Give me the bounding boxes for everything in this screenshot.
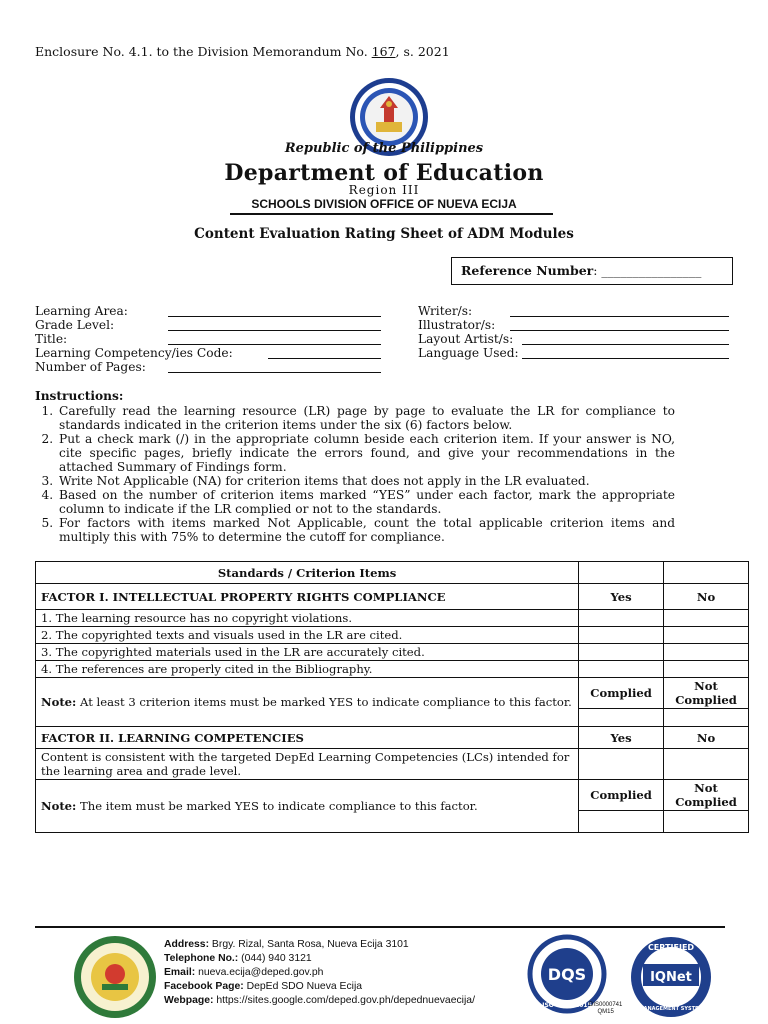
factor2-item: Content is consistent with the targeted DepEd Learning Competencies (LCs) intended for the learning area and grade level.	[36, 749, 579, 780]
iqnet-text: IQNet	[650, 970, 692, 985]
learning-area-label: Learning Area:	[35, 304, 128, 318]
layout-artists-label: Layout Artist/s:	[418, 332, 514, 346]
memo-number: 167	[371, 44, 396, 59]
factor1-title: FACTOR I. INTELLECTUAL PROPERTY RIGHTS COMPLIANCE	[36, 584, 579, 610]
competency-code-label: Learning Competency/ies Code:	[35, 346, 233, 360]
dqs-text: DQS	[547, 965, 587, 984]
certified-text: CERTIFIED	[647, 943, 695, 952]
cert-code	[589, 1002, 622, 1016]
writers-label: Writer/s:	[418, 304, 473, 318]
factor1-no-header: No	[664, 584, 749, 610]
webpage-label: Webpage:	[164, 995, 214, 1006]
yes-cell[interactable]	[579, 749, 664, 780]
factor2-not-complied-header: Not Complied	[664, 780, 749, 811]
telephone-value: (044) 940 3121	[238, 953, 312, 964]
not-complied-cell[interactable]	[664, 811, 749, 833]
email-label: Email:	[164, 967, 196, 978]
factor2-no-header: No	[664, 727, 749, 749]
factor2-yes-header: Yes	[579, 727, 664, 749]
no-cell[interactable]	[664, 610, 749, 627]
telephone-label: Telephone No.:	[164, 953, 239, 964]
table-header: Standards / Criterion Items	[36, 562, 579, 584]
title-label: Title:	[35, 332, 68, 346]
header-divider	[230, 213, 553, 215]
yes-cell[interactable]	[579, 661, 664, 678]
competency-code-field[interactable]	[268, 347, 381, 359]
yes-cell[interactable]	[579, 610, 664, 627]
email-value[interactable]: nueva.ecija@deped.gov.ph	[195, 967, 324, 978]
enclosure-prefix: Enclosure No. 4.1. to the Division Memorandum No.	[35, 44, 372, 59]
note-text: The item must be marked YES to indicate compliance to this factor.	[76, 799, 478, 813]
note-label: Note:	[41, 799, 77, 813]
no-cell[interactable]	[664, 661, 749, 678]
table-row	[36, 661, 749, 678]
instructions-heading: Instructions:	[35, 389, 124, 403]
instruction-item: 1. Carefully read the learning resource (LR) page by page to evaluate the LR for compliance to standards indicated in the criterion items under the six (6) factors below.	[57, 404, 675, 432]
complied-cell[interactable]	[579, 811, 664, 833]
yes-cell[interactable]	[579, 644, 664, 661]
enclosure-suffix: , s. 2021	[395, 44, 450, 59]
language-used-label: Language Used:	[418, 346, 519, 360]
factor2-title: FACTOR II. LEARNING COMPETENCIES	[36, 727, 579, 749]
address-value: Brgy. Rizal, Santa Rosa, Nueva Ecija 3101	[209, 939, 409, 950]
document-title: Content Evaluation Rating Sheet of ADM Modules	[194, 226, 574, 242]
factor1-item: 4. The references are properly cited in the Bibliography.	[36, 661, 579, 678]
management-system-text: MANAGEMENT SYSTEM	[638, 1006, 704, 1012]
factor1-item: 3. The copyrighted materials used in the LR are accurately cited.	[36, 644, 579, 661]
grade-level-field[interactable]	[168, 319, 381, 331]
factor1-yes-header: Yes	[579, 584, 664, 610]
instruction-item: 4. Based on the number of criterion items marked “YES” under each factor, mark the appropriate column to indicate if the LR complied or not to the standards.	[57, 488, 675, 516]
division-heading: SCHOOLS DIVISION OFFICE OF NUEVA ECIJA	[251, 197, 517, 211]
sdo-nueva-ecija-logo	[72, 934, 158, 1020]
learning-area-field[interactable]	[168, 305, 381, 317]
webpage-value[interactable]: https://sites.google.com/deped.gov.ph/depednuevaecija/	[213, 995, 475, 1006]
cert-code-2: QM15	[597, 1009, 614, 1015]
table-row	[36, 644, 749, 661]
number-of-pages-label: Number of Pages:	[35, 360, 146, 374]
no-cell[interactable]	[664, 749, 749, 780]
yes-cell[interactable]	[579, 627, 664, 644]
reference-blank: : ________________	[593, 263, 702, 278]
reference-label: Reference Number	[461, 263, 594, 278]
table-row	[36, 610, 749, 627]
iqnet-certification-logo	[623, 934, 719, 1020]
note-label: Note:	[41, 695, 77, 709]
facebook-label: Facebook Page:	[164, 981, 244, 992]
factor1-note	[36, 678, 579, 727]
instructions-list	[35, 404, 675, 544]
layout-artists-field[interactable]	[522, 333, 729, 345]
instruction-item: 2. Put a check mark (/) in the appropriate column beside each criterion item. If your answer is NO, cite specific pages, briefly indicate the errors found, and give your recommendations in the attached Summary of Findings form.	[57, 432, 675, 474]
factor1-item: 2. The copyrighted texts and visuals used in the LR are cited.	[36, 627, 579, 644]
factor2-complied-header: Complied	[579, 780, 664, 811]
factor2-note	[36, 780, 579, 833]
grade-level-label: Grade Level:	[35, 318, 115, 332]
not-complied-cell[interactable]	[664, 709, 749, 727]
enclosure-line	[35, 44, 450, 59]
number-of-pages-field[interactable]	[168, 361, 381, 373]
criteria-table	[35, 561, 749, 833]
no-cell[interactable]	[664, 627, 749, 644]
iso-text: ISO 9001:2015	[542, 1002, 592, 1009]
republic-heading: Republic of the Philippines	[284, 141, 484, 156]
department-heading: Department of Education	[224, 160, 544, 186]
factor1-item: 1. The learning resource has no copyright violations.	[36, 610, 579, 627]
cert-code-1: DIS0000741	[589, 1002, 623, 1008]
illustrators-label: Illustrator/s:	[418, 318, 496, 332]
title-field[interactable]	[168, 333, 381, 345]
writers-field[interactable]	[510, 305, 729, 317]
factor1-not-complied-header: Not Complied	[664, 678, 749, 709]
address-label: Address:	[164, 939, 210, 950]
table-row	[36, 749, 749, 780]
complied-cell[interactable]	[579, 709, 664, 727]
no-cell[interactable]	[664, 644, 749, 661]
language-used-field[interactable]	[522, 347, 729, 359]
footer-divider	[35, 926, 725, 928]
factor1-complied-header: Complied	[579, 678, 664, 709]
instruction-item: 3. Write Not Applicable (NA) for criterion items that does not apply in the LR evaluated.	[57, 474, 675, 488]
table-row	[36, 627, 749, 644]
facebook-value[interactable]: DepEd SDO Nueva Ecija	[243, 981, 363, 992]
note-text: At least 3 criterion items must be marked YES to indicate compliance to this factor.	[76, 695, 572, 709]
footer-contact	[164, 938, 475, 1008]
region-heading: Region III	[348, 183, 420, 197]
instruction-item: 5. For factors with items marked Not Applicable, count the total applicable criterion items and multiply this with 75% to determine the cutoff for compliance.	[57, 516, 675, 544]
reference-number-box[interactable]	[451, 257, 733, 285]
illustrators-field[interactable]	[510, 319, 729, 331]
